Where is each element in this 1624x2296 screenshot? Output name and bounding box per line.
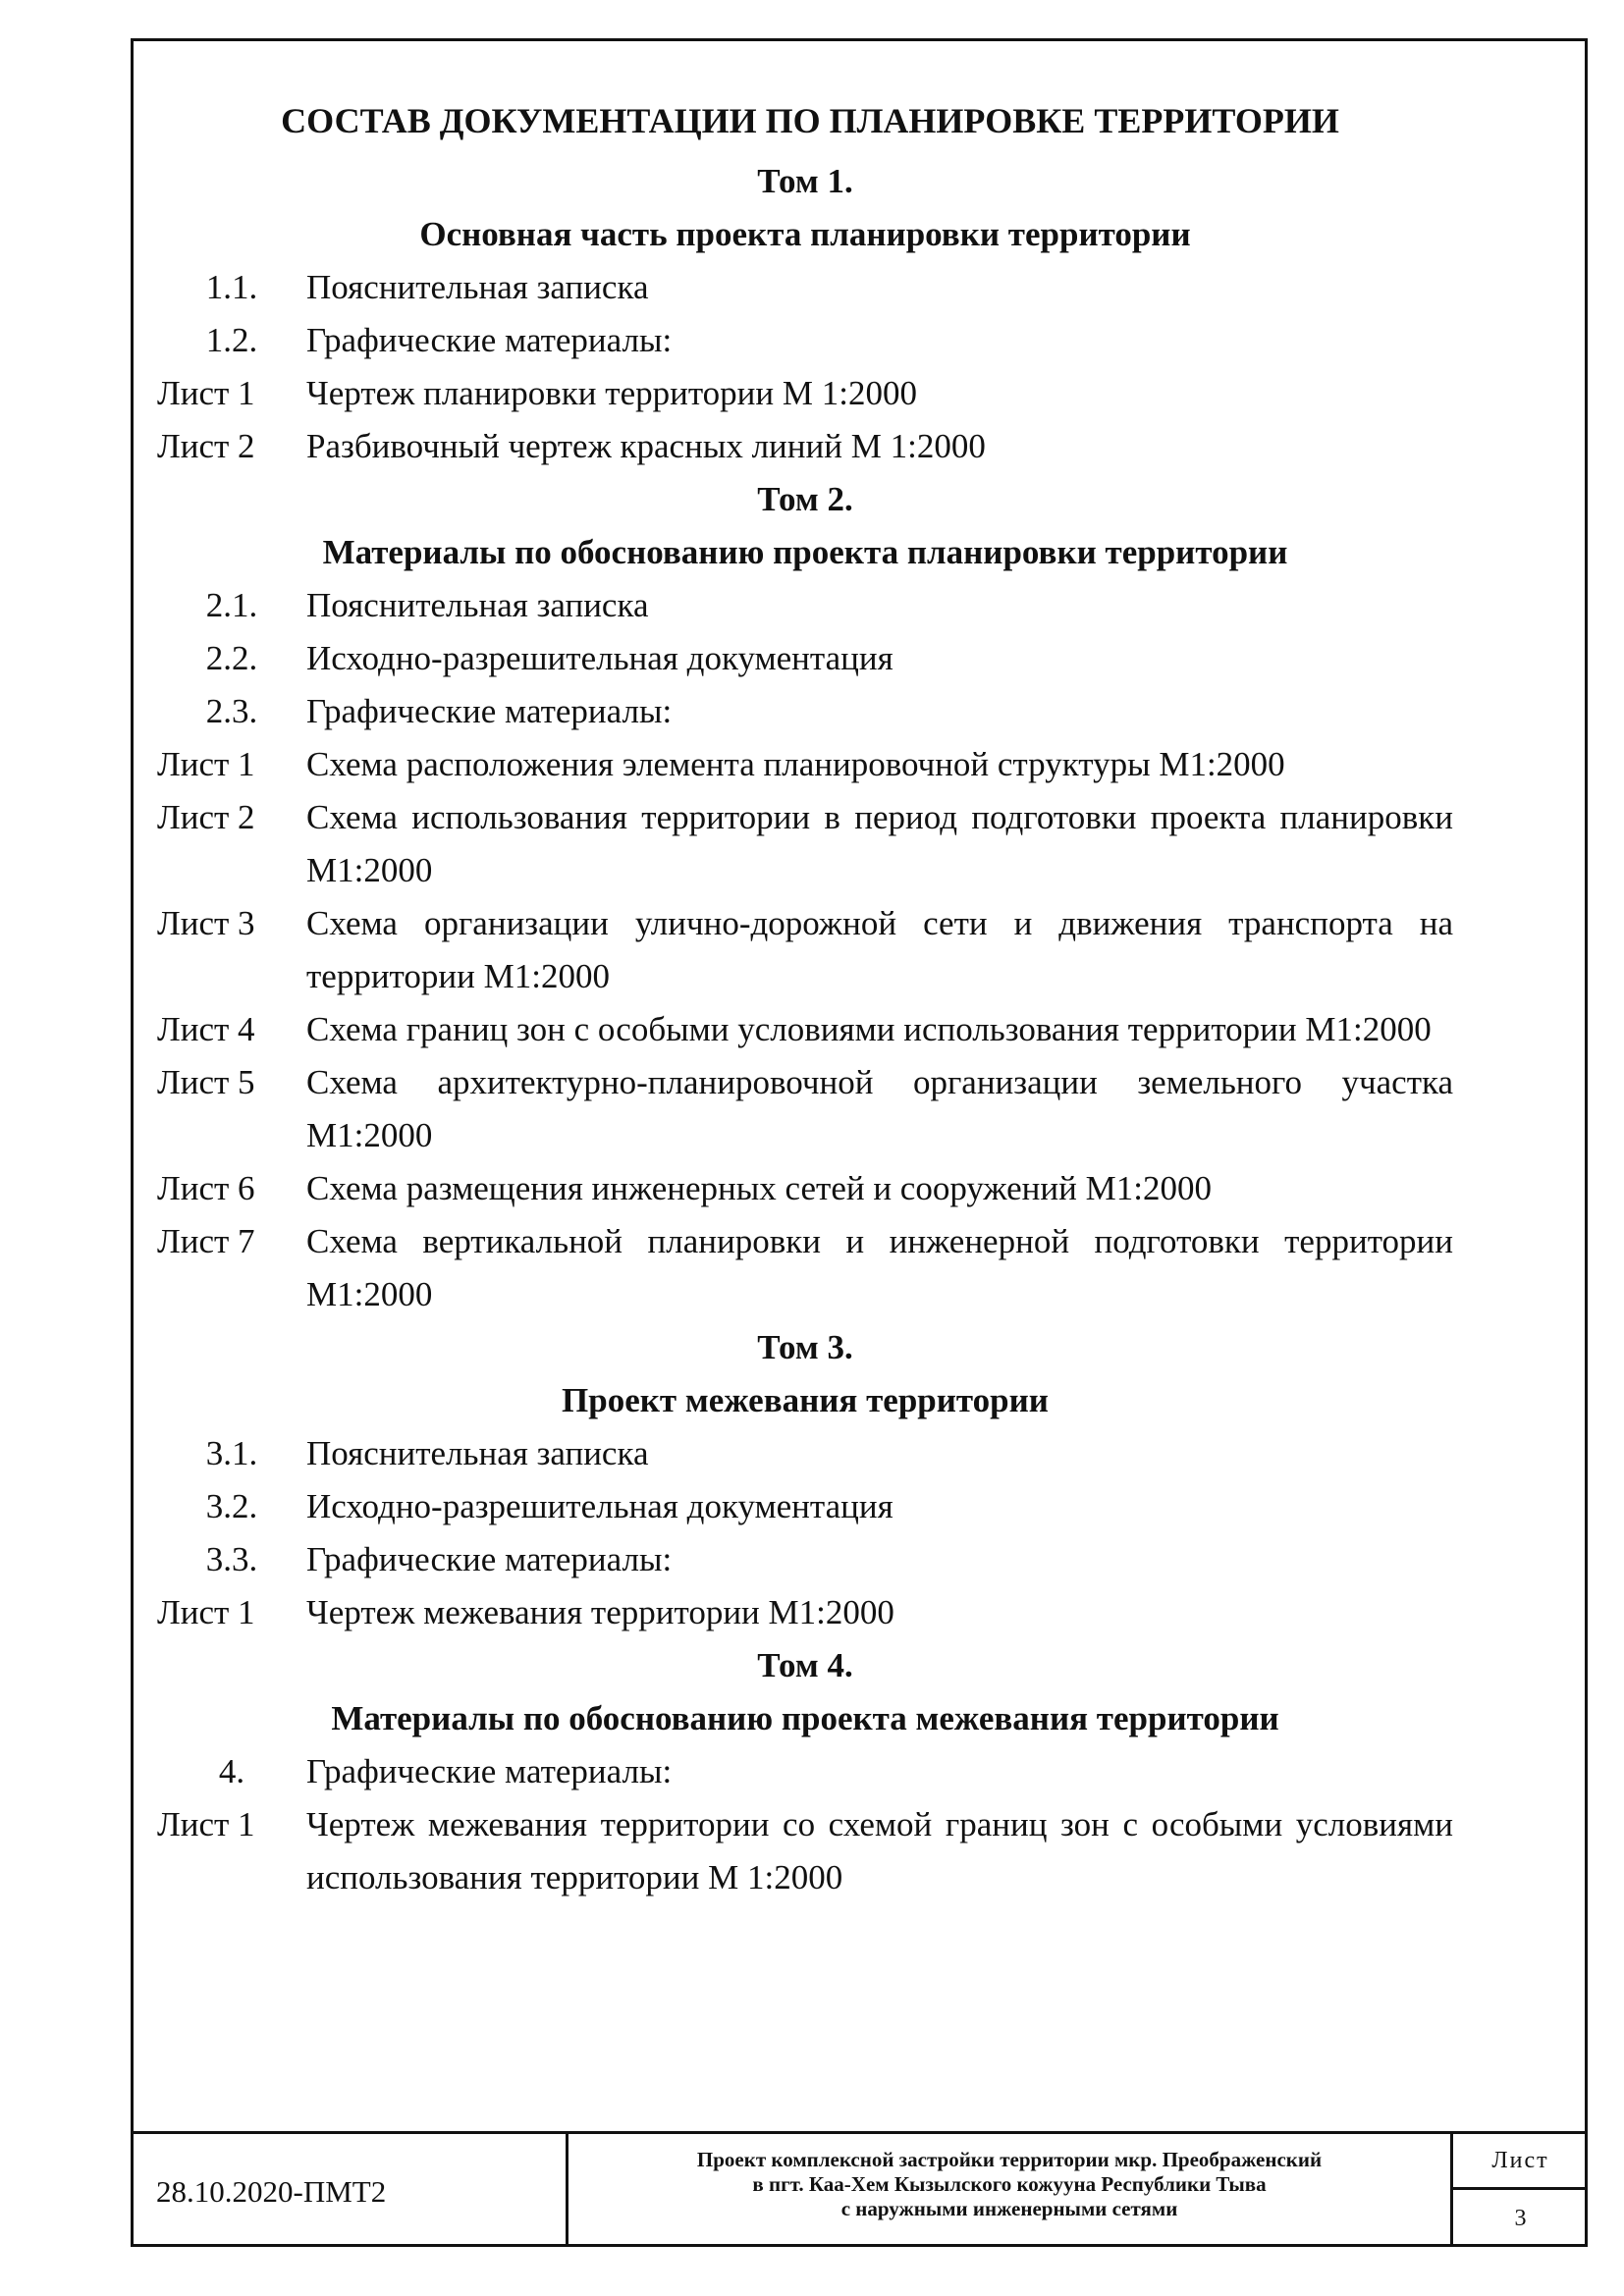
project-description-line: в пгт. Каа-Хем Кызылского кожууна Республики Тыва (752, 2172, 1267, 2196)
list-item (157, 367, 1453, 420)
item-text: Схема вертикальной планировки и инженерной подготовки территории М1:2000 (306, 1222, 1453, 1313)
volume-subtitle: Основная часть проекта планировки территории (419, 215, 1191, 253)
list-item (157, 314, 1453, 367)
item-number: 3.1. (205, 1434, 258, 1472)
item-number: Лист 1 (157, 1805, 255, 1843)
item-number: Лист 7 (157, 1222, 255, 1260)
item-text: Пояснительная записка (306, 268, 649, 306)
volume-heading: Том 1. (757, 162, 853, 200)
sheet-cell (1453, 2134, 1588, 2247)
item-number: 4. (218, 1752, 245, 1790)
item-text: Исходно-разрешительная документация (306, 1487, 893, 1525)
item-text: Схема организации улично-дорожной сети и движения транспорта на территории М1:2000 (306, 904, 1453, 995)
volume-subtitle: Материалы по обоснованию проекта планировки территории (322, 533, 1288, 571)
list-item (157, 1798, 1453, 1904)
volume-section (157, 155, 1453, 473)
item-text: Графические материалы: (306, 692, 673, 730)
list-item (157, 791, 1453, 897)
project-description-line: Проект комплексной застройки территории мкр. Преображенский (696, 2148, 1323, 2171)
document-body (157, 94, 1453, 1904)
item-text: Графические материалы: (306, 1540, 673, 1578)
item-number: Лист 3 (157, 904, 255, 942)
item-text: Графические материалы: (306, 321, 673, 359)
item-text: Схема расположения элемента планировочной структуры М1:2000 (306, 745, 1285, 783)
item-number: Лист 1 (157, 745, 255, 783)
list-item (157, 685, 1453, 738)
list-item (157, 1162, 1453, 1215)
volume-subtitle: Материалы по обоснованию проекта межевания территории (331, 1699, 1279, 1737)
list-item (157, 1533, 1453, 1586)
item-text: Графические материалы: (306, 1752, 673, 1790)
volume-section (157, 473, 1453, 1321)
volume-heading: Том 3. (757, 1328, 853, 1366)
volume-heading: Том 2. (757, 480, 853, 518)
item-text: Схема архитектурно-планировочной организации земельного участка М1:2000 (306, 1063, 1453, 1154)
item-text: Чертеж межевания территории М1:2000 (306, 1593, 894, 1631)
document-title: СОСТАВ ДОКУМЕНТАЦИИ ПО ПЛАНИРОВКЕ ТЕРРИТОРИИ (281, 101, 1339, 140)
item-number: Лист 5 (157, 1063, 255, 1101)
item-text: Схема использования территории в период подготовки проекта планировки М1:2000 (306, 798, 1453, 889)
item-text: Схема границ зон с особыми условиями использования территории М1:2000 (306, 1010, 1432, 1048)
list-item (157, 897, 1453, 1003)
list-item (157, 1056, 1453, 1162)
item-number: Лист 2 (157, 427, 255, 465)
item-number: 3.2. (205, 1487, 258, 1525)
item-text: Чертеж планировки территории М 1:2000 (306, 374, 917, 412)
item-text: Пояснительная записка (306, 1434, 649, 1472)
list-item (157, 420, 1453, 473)
item-number: Лист 2 (157, 798, 255, 836)
list-item (157, 579, 1453, 632)
document-code: 28.10.2020-ПМТ2 (156, 2174, 387, 2209)
volumes-list (157, 155, 1453, 1904)
item-number: 2.2. (205, 639, 258, 677)
list-item (157, 1480, 1453, 1533)
volume-subtitle: Проект межевания территории (562, 1381, 1049, 1419)
sheet-label: Лист (1453, 2134, 1588, 2190)
item-number: 1.2. (205, 321, 258, 359)
project-description (566, 2134, 1453, 2247)
list-item (157, 1215, 1453, 1321)
item-number: 3.3. (205, 1540, 258, 1578)
item-number: Лист 4 (157, 1010, 255, 1048)
list-item (157, 738, 1453, 791)
item-text: Схема размещения инженерных сетей и сооружений М1:2000 (306, 1169, 1212, 1207)
list-item (157, 1586, 1453, 1639)
item-number: 2.3. (205, 692, 258, 730)
item-number: 2.1. (205, 586, 258, 624)
list-item (157, 632, 1453, 685)
volume-heading: Том 4. (757, 1646, 853, 1684)
list-item (157, 261, 1453, 314)
item-number: Лист 6 (157, 1169, 255, 1207)
list-item (157, 1427, 1453, 1480)
item-text: Разбивочный чертеж красных линий М 1:2000 (306, 427, 986, 465)
list-item (157, 1745, 1453, 1798)
item-number: Лист 1 (157, 1593, 255, 1631)
project-description-line: с наружными инженерными сетями (840, 2197, 1178, 2220)
sheet-number: 3 (1514, 2206, 1527, 2231)
list-item (157, 1003, 1453, 1056)
item-number: Лист 1 (157, 374, 255, 412)
item-number: 1.1. (205, 268, 258, 306)
volume-section (157, 1321, 1453, 1639)
item-text: Пояснительная записка (306, 586, 649, 624)
volume-section (157, 1639, 1453, 1904)
item-text: Чертеж межевания территории со схемой границ зон с особыми условиями использования территории М 1:2000 (306, 1805, 1453, 1896)
title-block-stamp (131, 2131, 1588, 2247)
item-text: Исходно-разрешительная документация (306, 639, 893, 677)
